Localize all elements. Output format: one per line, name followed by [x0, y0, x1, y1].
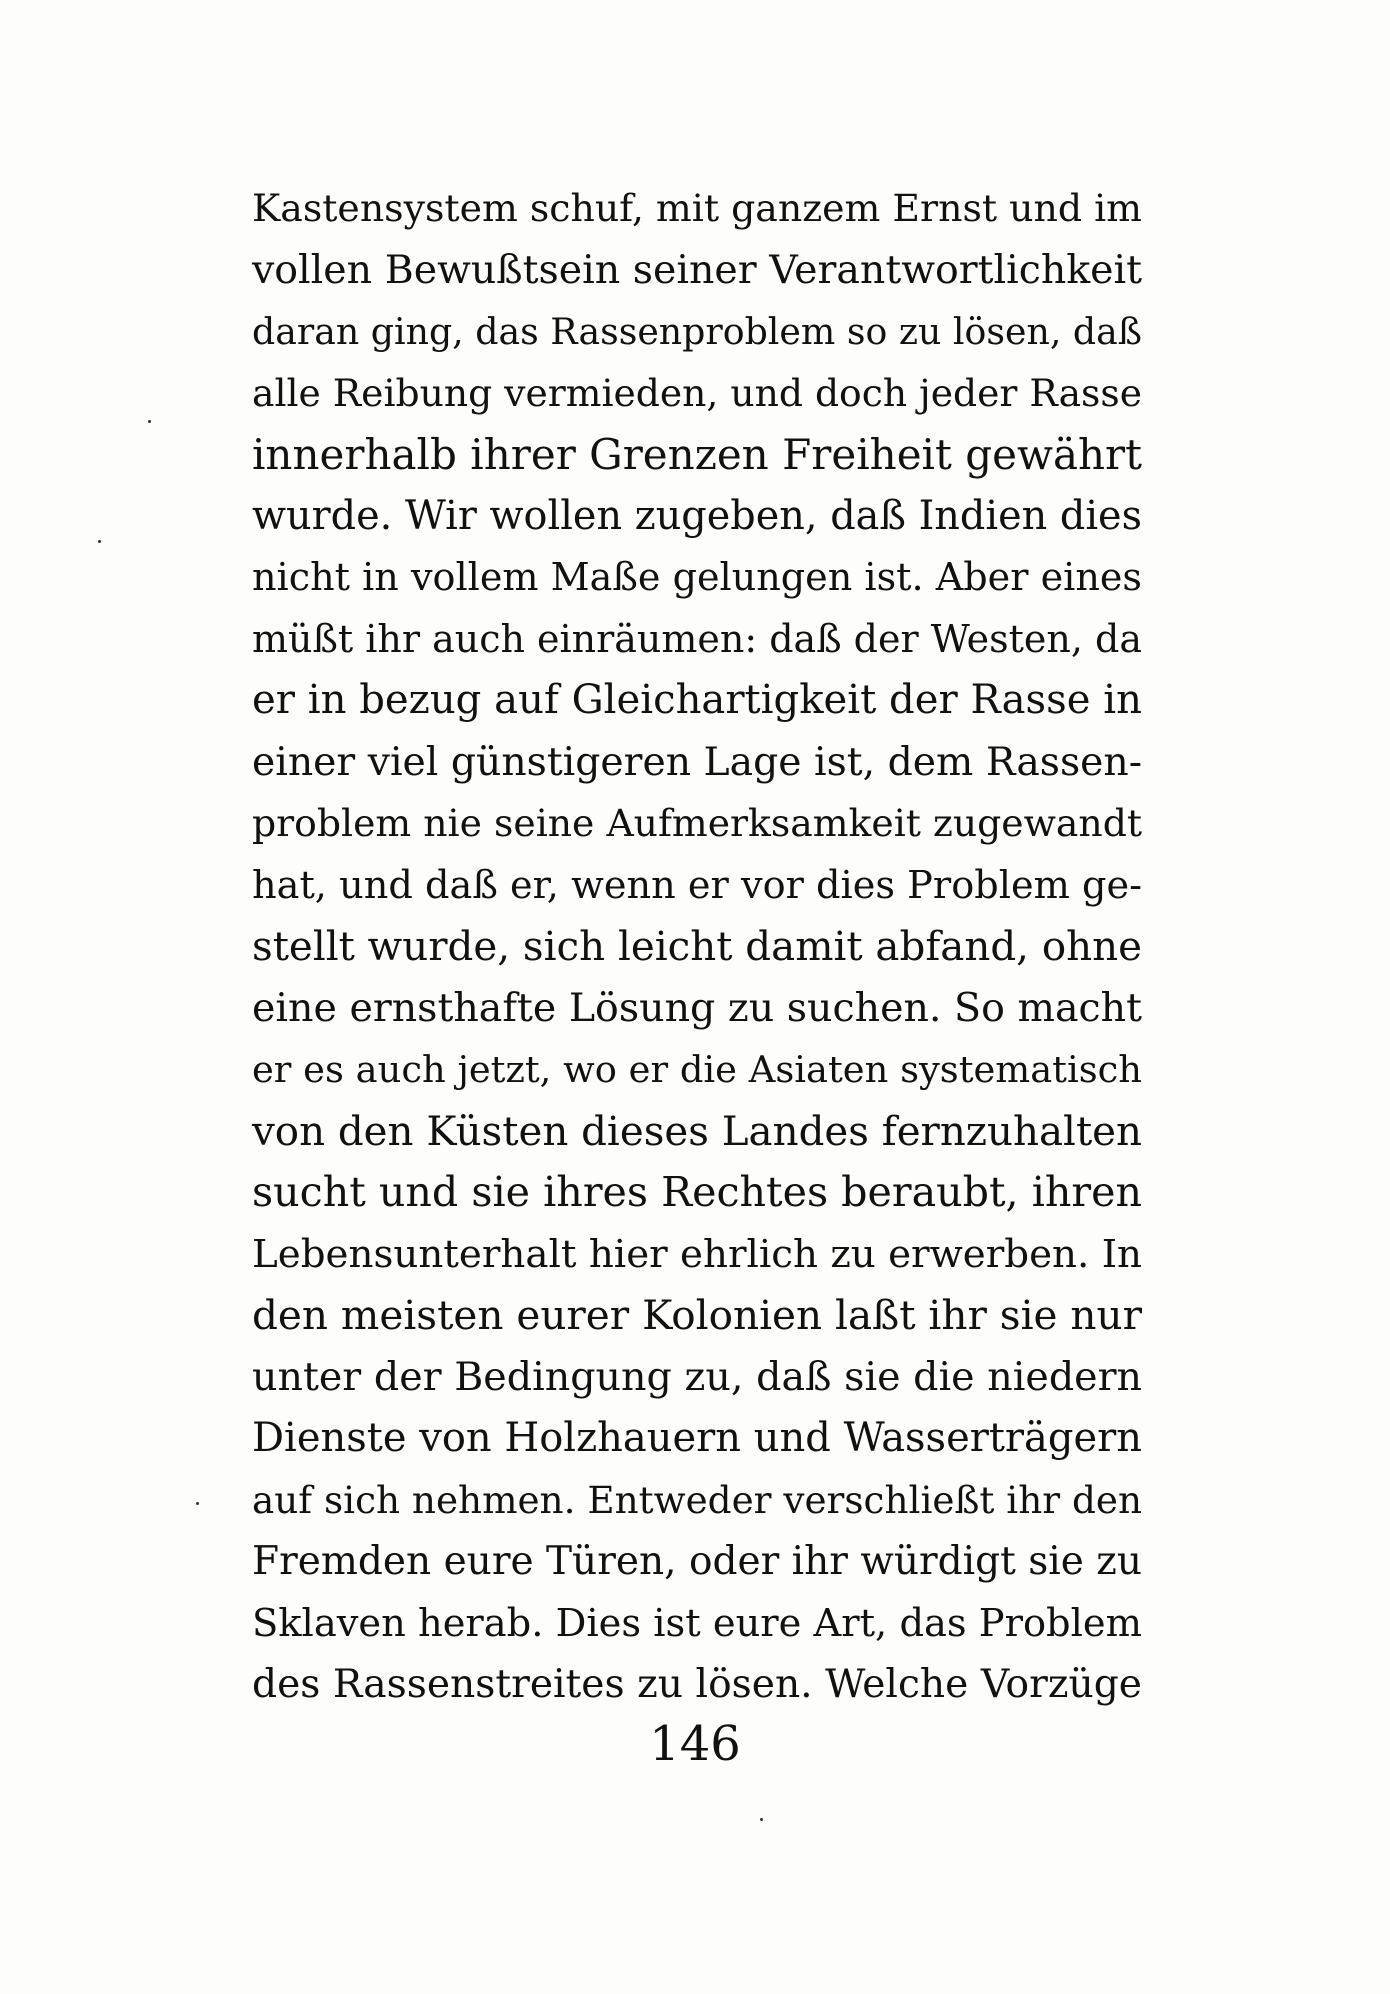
text-line: den meisten eurer Kolonien laßt ihr sie nur — [252, 1291, 1142, 1339]
text-line: einer viel günstigeren Lage ist, dem Rassen- — [252, 739, 1142, 785]
text-line: er in bezug auf Gleichartigkeit der Rasse in — [252, 677, 1142, 723]
text-line: daran ging, das Rassenproblem so zu lösen, daß — [252, 310, 1142, 353]
text-line: des Rassenstreites zu lösen. Welche Vorzüge — [252, 1662, 1142, 1707]
text-line: hat, und daß er, wenn er vor dies Problem ge- — [252, 862, 1143, 908]
text-line: auf sich nehmen. Entweder verschließt ihr den — [252, 1477, 1142, 1522]
text-line: eine ernsthafte Lösung zu suchen. So macht — [252, 984, 1142, 1031]
text-line: stellt wurde, sich leicht damit abfand, ohne — [252, 923, 1142, 970]
paper-speck — [760, 1818, 763, 1821]
text-line: problem nie seine Aufmerksamkeit zugewandt — [252, 801, 1142, 845]
paper-speck — [148, 420, 151, 423]
text-line: innerhalb ihrer Grenzen Freiheit gewährt — [252, 430, 1142, 479]
paper-speck — [196, 1502, 199, 1505]
text-line: Fremden eure Türen, oder ihr würdigt sie zu — [252, 1539, 1142, 1584]
text-line: müßt ihr auch einräumen: daß der Westen, da — [252, 616, 1142, 661]
text-line: sucht und sie ihres Rechtes beraubt, ihren — [252, 1168, 1142, 1216]
text-line: wurde. Wir wollen zugeben, daß Indien dies — [252, 492, 1142, 539]
text-line: Sklaven herab. Dies ist eure Art, das Problem — [252, 1600, 1142, 1646]
page-number: 146 — [649, 1716, 741, 1772]
text-line: Lebensunterhalt hier ehrlich zu erwerben. In — [252, 1231, 1142, 1277]
paper-speck — [98, 540, 101, 543]
text-line: alle Reibung vermieden, und doch jeder Rasse — [252, 370, 1142, 415]
text-line: von den Küsten dieses Landes fernzuhalten — [252, 1107, 1142, 1155]
text-line: er es auch jetzt, wo er die Asiaten systematisch — [252, 1048, 1142, 1091]
text-line: Dienste von Holzhauern und Wasserträgern — [252, 1415, 1142, 1461]
text-line: Kastensystem schuf, mit ganzem Ernst und im — [252, 186, 1143, 230]
text-line: nicht in vollem Maße gelungen ist. Aber eines — [252, 555, 1142, 599]
body-text — [252, 178, 1142, 1716]
text-line: vollen Bewußtsein seiner Verantwortlichkeit — [252, 246, 1142, 293]
text-line: unter der Bedingung zu, daß sie die niedern — [252, 1353, 1142, 1400]
